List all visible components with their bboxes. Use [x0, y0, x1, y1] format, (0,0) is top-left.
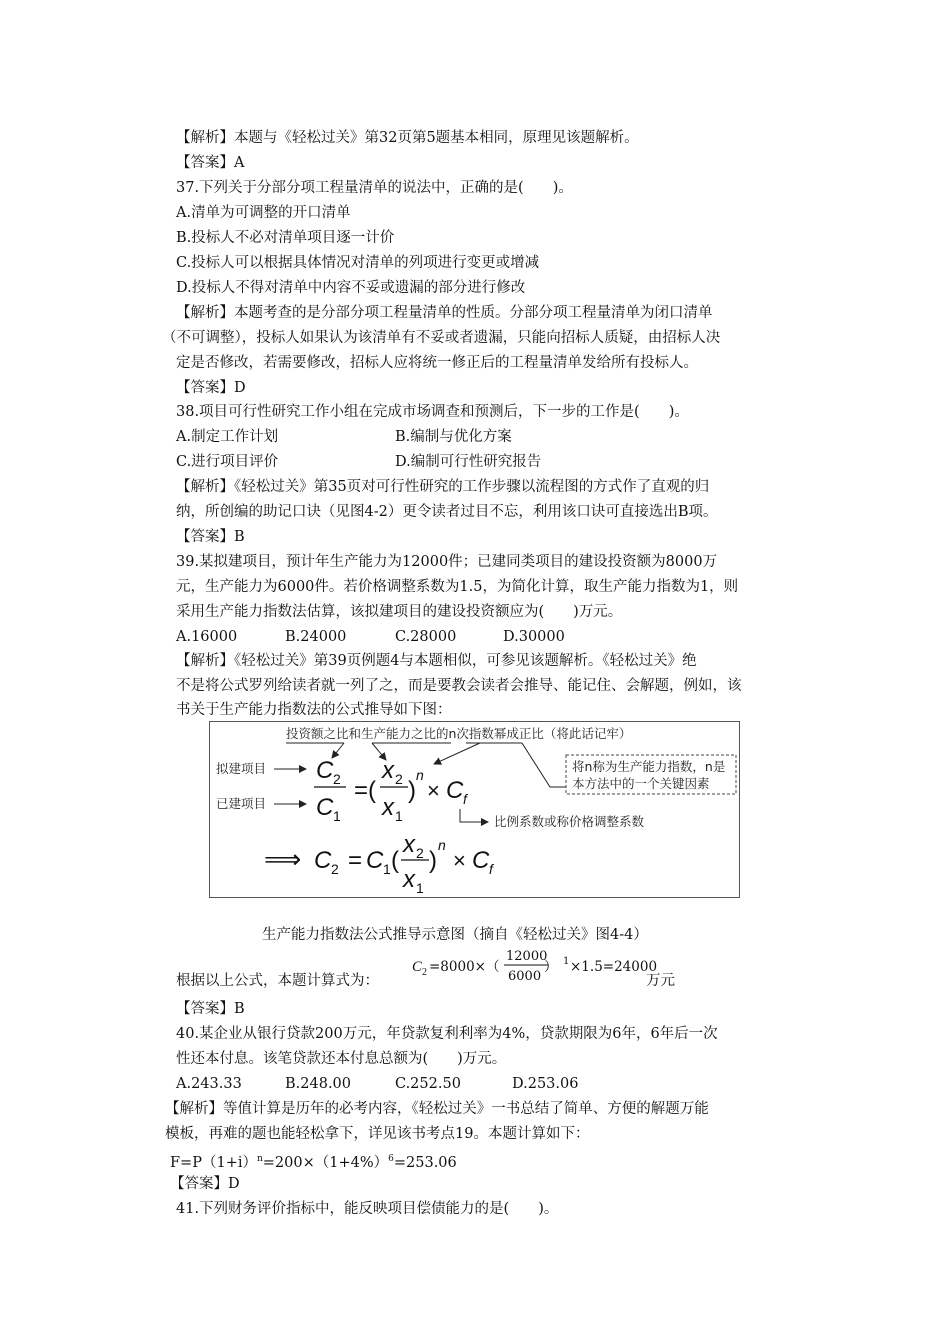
svg-text:2: 2 [333, 771, 341, 787]
svg-text:）: ） [544, 959, 558, 975]
figure-top-label: 投资额之比和生产能力之比的n次指数幂成正比（将此话记牢） [286, 726, 632, 741]
svg-text:f: f [463, 791, 467, 807]
question-41: 41.下列财务评价指标中，能反映项目偿债能力的是( )。 [176, 1201, 559, 1217]
calc-c: C [412, 959, 422, 975]
derived-x1: x [403, 866, 415, 893]
derived-c2: C [314, 847, 332, 874]
analysis-40-line1: 【解析】等值计算是历年的必考内容，《轻松过关》一书总结了简单、方便的解题万能 [165, 1101, 709, 1117]
option-38-b: B.编制与优化方案 [395, 429, 512, 445]
answer-38: 【答案】B [176, 529, 245, 545]
option-37-b: B.投标人不必对清单项目逐一计价 [176, 230, 395, 246]
formula-cf: C [446, 777, 464, 804]
formula-figure [209, 721, 740, 898]
derived-x2: x [403, 831, 415, 858]
option-39-a: A.16000 [176, 629, 238, 645]
option-37-c: C.投标人可以根据具体情况对清单的列项进行变更或增减 [176, 255, 540, 271]
derived-exponent-n: n [438, 837, 446, 853]
formula-eq-open: =( [354, 777, 377, 804]
svg-text:×: × [427, 778, 440, 803]
svg-text:f: f [489, 861, 493, 877]
analysis-39-line3: 书关于生产能力指数法的公式推导如下图： [176, 702, 452, 718]
answer-39: 【答案】B [176, 1001, 245, 1017]
svg-text:(: ( [391, 847, 399, 874]
option-40-a: A.243.33 [176, 1076, 242, 1092]
coefficient-label: 比例系数或称价格调整系数 [494, 814, 645, 829]
option-37-a: A.清单为可调整的开口清单 [176, 205, 351, 221]
option-40-c: C.252.50 [395, 1076, 461, 1092]
svg-text:2: 2 [416, 845, 424, 861]
formula-f-exp-n: n [256, 1154, 263, 1164]
svg-text:=: = [348, 847, 363, 874]
label-proposed-project: 拟建项目 [216, 761, 267, 776]
question-38: 38.项目可行性研究工作小组在完成市场调查和预测后，下一步的工作是( )。 [176, 404, 689, 420]
formula-f-mid: =200×（1+4%） [262, 1154, 389, 1171]
calc-numerator: 12000 [506, 949, 548, 964]
analysis-38-line2: 纳，所创编的助记口诀（见图4-2）更令读者过目不忘，利用该口诀可直接选出B项。 [176, 504, 718, 520]
calc-prefix: =8000×（ [429, 959, 500, 975]
question-40-line1: 40.某企业从银行贷款200万元，年贷款复利利率为4%，贷款期限为6年，6年后一次 [176, 1026, 718, 1042]
question-39-line1: 39.某拟建项目，预计年生产能力为12000件；已建同类项目的建设投资额为8000万 [176, 554, 718, 570]
formula-f-exp-6: 6 [388, 1154, 394, 1164]
option-37-d: D.投标人不得对清单中内容不妥或遗漏的部分进行修改 [176, 280, 526, 296]
option-39-c: C.28000 [395, 629, 457, 645]
svg-text:1: 1 [395, 808, 403, 824]
note-line-2: 本方法中的一个关键因素 [572, 776, 710, 791]
arrow-c-ratio [332, 743, 344, 758]
formula-f-base: F=P（1+i） [170, 1154, 257, 1171]
question-39-line3: 采用生产能力指数法估算，该拟建项目的建设投资额应为( )万元。 [176, 604, 623, 620]
option-40-b: B.248.00 [285, 1076, 352, 1092]
svg-text:): ) [429, 847, 437, 874]
answer-40: 【答案】D [170, 1176, 240, 1192]
calc-exponent: 1 [563, 956, 570, 967]
note-connector [522, 743, 566, 787]
arrow-coefficient [460, 809, 488, 822]
svg-text:2: 2 [395, 771, 403, 787]
calc-intro: 根据以上公式，本题计算式为： [176, 973, 379, 989]
question-39-line2: 元，生产能力为6000件。若价格调整系数为1.5，为简化计算，取生产能力指数为1，则 [176, 579, 739, 595]
option-39-d: D.30000 [503, 629, 565, 645]
formula-f-result: =253.06 [393, 1154, 457, 1171]
svg-text:2: 2 [422, 967, 427, 978]
arrow-exponent [434, 743, 480, 764]
analysis-38-line1: 【解析】《轻松过关》第35页对可行性研究的工作步骤以流程图的方式作了直观的归 [176, 479, 710, 495]
option-40-d: D.253.06 [512, 1076, 579, 1092]
svg-text:1: 1 [416, 880, 424, 896]
compound-formula [170, 1149, 457, 1173]
calc-unit: 万元 [646, 973, 675, 989]
answer-36: 【答案】A [176, 155, 245, 171]
formula-c2: C [316, 757, 334, 784]
formula-c1: C [316, 794, 334, 821]
formula-x2: x [382, 757, 394, 784]
derived-cf: C [472, 847, 490, 874]
svg-text:1: 1 [333, 808, 341, 824]
option-38-a: A.制定工作计划 [176, 429, 279, 445]
svg-text:×: × [453, 848, 466, 873]
analysis-39-line1: 【解析】《轻松过关》第39页例题4与本题相似，可参见该题解析。《轻松过关》绝 [176, 653, 697, 669]
formula-figure-svg [210, 722, 741, 899]
svg-text:1: 1 [383, 861, 391, 877]
option-38-c: C.进行项目评价 [176, 454, 279, 470]
formula-exponent-n: n [416, 767, 424, 783]
svg-text:): ) [408, 777, 416, 804]
analysis-40-line2: 模板，再难的题也能轻松拿下，详见该书考点19。本题计算如下： [165, 1126, 590, 1142]
answer-37: 【答案】D [176, 380, 246, 396]
calc-result: ×1.5=24000 [570, 959, 658, 975]
formula-x1: x [382, 794, 394, 821]
analysis-37-line2: （不可调整），投标人如果认为该清单有不妥或者遗漏，只能向招标人质疑，由招标人决 [162, 330, 721, 346]
analysis-37-line3: 定是否修改，若需要修改，招标人应将统一修正后的工程量清单发给所有投标人。 [176, 355, 698, 371]
implies-arrow: ⟹ [264, 845, 302, 875]
analysis-36: 【解析】本题与《轻松过关》第32页第5题基本相同，原理见该题解析。 [176, 130, 639, 146]
calc-denominator: 6000 [508, 969, 542, 984]
question-40-line2: 性还本付息。该笔贷款还本付息总额为( )万元。 [176, 1051, 507, 1067]
derived-c1: C [366, 847, 384, 874]
option-38-d: D.编制可行性研究报告 [395, 454, 542, 470]
label-existing-project: 已建项目 [216, 796, 267, 811]
note-line-1: 将n称为生产能力指数，n是 [572, 759, 726, 774]
option-39-b: B.24000 [285, 629, 347, 645]
figure-caption: 生产能力指数法公式推导示意图（摘自《轻松过关》图4-4） [262, 927, 648, 943]
question-37: 37.下列关于分部分项工程量清单的说法中，正确的是( )。 [176, 180, 573, 196]
svg-text:2: 2 [331, 861, 339, 877]
analysis-37-line1: 【解析】本题考查的是分部分项工程量清单的性质。分部分项工程量清单为闭口清单 [176, 305, 713, 321]
analysis-39-line2: 不是将公式罗列给读者就一列了之，而是要教会读者会推导、能记住、会解题，例如，该 [176, 678, 742, 694]
